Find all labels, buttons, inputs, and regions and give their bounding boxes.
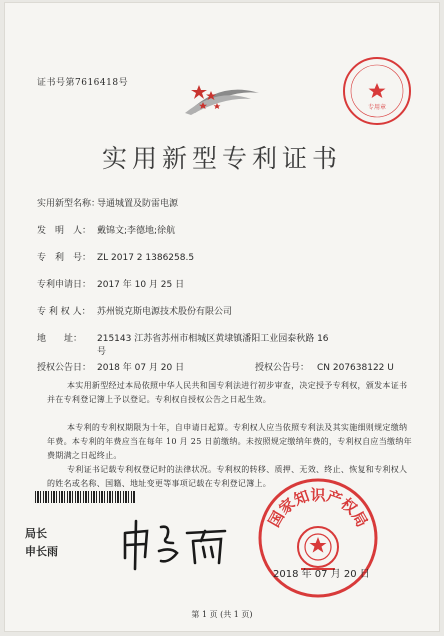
field-address-line2 <box>97 344 106 357</box>
director-name: 申长雨 <box>25 545 58 558</box>
field-patentee <box>37 304 232 317</box>
field-name-value: 导通城置及防雷电源 <box>97 199 179 209</box>
field-address-value-2: 号 <box>97 347 107 357</box>
director-signature <box>115 513 235 573</box>
certificate-page <box>4 2 440 632</box>
certificate-number: 证书号第7616418号 <box>37 78 129 88</box>
field-patent-no-label: 专 利 号： <box>37 253 92 263</box>
office-seal <box>253 473 383 603</box>
field-address-value-1: 215143 江苏省苏州市相城区黄埭镇潘阳工业园泰秋路 16 <box>97 334 329 344</box>
paragraph-3: 专利证书记载专利权登记时的法律状况。专利权的转移、质押、无效、终止、恢复和专利权人的姓名或名称、国籍、地址变更等事项记载在专利登记簿上。 <box>47 465 408 488</box>
field-grant-no-label: 授权公告号： <box>255 363 310 373</box>
director-title: 局长 <box>25 527 47 540</box>
field-grant-date <box>37 360 184 373</box>
field-address <box>37 331 329 344</box>
paragraph-1: 本实用新型经过本局依照中华人民共和国专利法进行初步审查，决定授予专利权，颁发本证书并在专利登记簿上予以登记。专利权自授权公告之日起生效。 <box>47 381 408 404</box>
field-grant-no <box>255 360 394 373</box>
field-name-label: 实用新型名称： <box>37 199 101 209</box>
agency-seal <box>341 55 413 127</box>
field-filing-date-label: 专利申请日： <box>37 280 92 290</box>
field-grant-no-value: CN 207638122 U <box>317 363 394 373</box>
field-inventor-label: 发 明 人： <box>37 226 92 236</box>
certificate-title: 实用新型专利证书 <box>101 144 342 173</box>
barcode <box>35 491 135 503</box>
field-inventor-value: 戴锦文;李德地;徐航 <box>97 226 176 236</box>
field-grant-date-value: 2018 年 07 月 20 日 <box>97 363 185 373</box>
field-filing-date <box>37 277 184 290</box>
svg-text:专用章: 专用章 <box>367 104 387 111</box>
field-patent-no <box>37 250 194 263</box>
field-patentee-value: 苏州锐克斯电源技术股份有限公司 <box>97 307 233 317</box>
seal-date: 2018 年 07 月 20 日 <box>273 569 370 580</box>
field-patent-no-value: ZL 2017 2 1386258.5 <box>97 253 195 263</box>
office-seal-text: 国家知识产权局 <box>264 486 372 531</box>
field-grant-date-label: 授权公告日： <box>37 363 92 373</box>
field-patentee-label: 专 利 权 人： <box>37 307 91 317</box>
field-filing-date-value: 2017 年 10 月 25 日 <box>97 280 185 290</box>
page-footer: 第 1 页 (共 1 页) <box>191 610 253 619</box>
paragraph-2: 本专利的专利权期限为十年，自申请日起算。专利权人应当依照专利法及其实施细则规定缴纳年费。本专利的年费应当在每年 10 月 25 日前缴纳。未按照规定缴纳年费的，专利权自应当缴纳年费期满之日起终止。 <box>47 423 412 460</box>
field-name <box>37 196 178 209</box>
patent-office-logo <box>181 75 263 119</box>
field-address-label: 地 址： <box>37 334 83 344</box>
field-inventor <box>37 223 175 236</box>
